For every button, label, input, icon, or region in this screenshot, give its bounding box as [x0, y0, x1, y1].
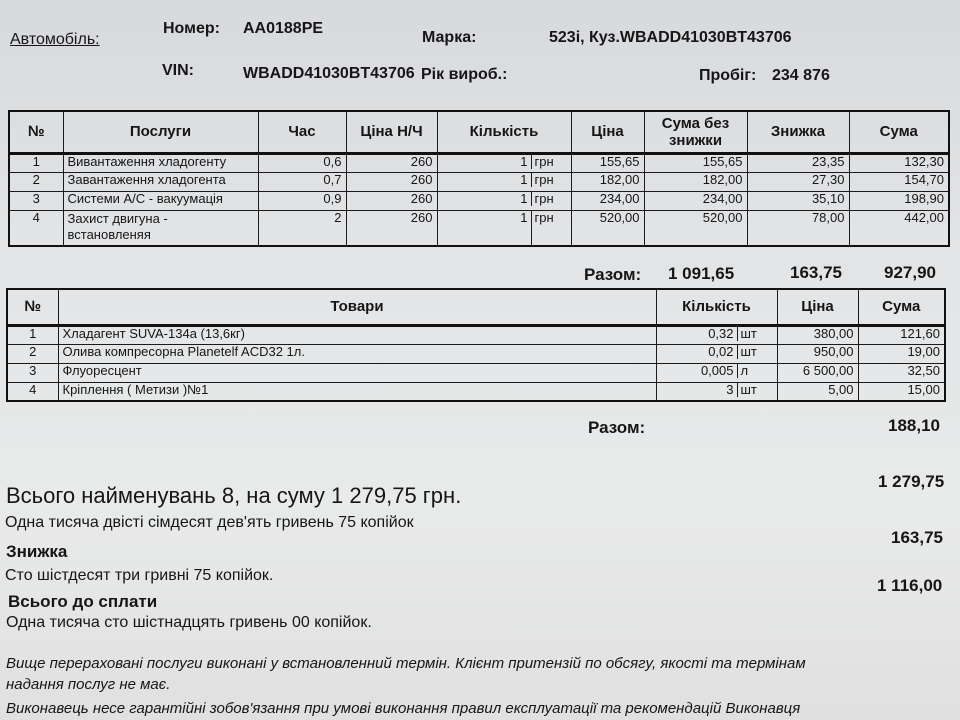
service-sum-no-discount: 234,00	[644, 191, 747, 210]
service-price: 234,00	[571, 191, 644, 210]
summary-discount-words: Сто шістдесят три гривні 75 копійок.	[5, 567, 274, 584]
service-rate: 260	[346, 172, 437, 191]
service-sum-no-discount: 155,65	[644, 153, 747, 172]
goods-col-sum: Сума	[858, 289, 945, 325]
service-unit: грн	[531, 211, 571, 245]
goods-unit: л	[737, 364, 777, 378]
table-row	[9, 191, 949, 210]
services-col-num: №	[9, 111, 63, 153]
services-col-sum: Сума	[849, 111, 949, 153]
goods-qty-cell	[656, 382, 777, 401]
table-row	[7, 382, 945, 401]
service-num: 3	[9, 191, 63, 210]
summary-items-words: Одна тисяча двісті сімдесят дев'ять гривень 75 копійок	[5, 514, 414, 531]
goods-col-qty: Кількість	[656, 289, 777, 325]
year-label: Рік вироб.:	[421, 66, 508, 83]
goods-qty: 3	[726, 382, 734, 397]
summary-items-line: Всього найменувань 8, на суму 1 279,75 грн.	[6, 483, 462, 508]
table-row	[9, 153, 949, 172]
table-row	[9, 210, 949, 246]
goods-qty: 0,005	[700, 363, 734, 378]
goods-qty-cell	[656, 363, 777, 382]
table-row	[7, 363, 945, 382]
service-rate: 260	[346, 191, 437, 210]
services-header-row	[9, 111, 949, 153]
brand-label: Марка:	[422, 29, 477, 46]
table-row	[7, 344, 945, 363]
goods-unit: шт	[737, 383, 777, 397]
service-name: Завантаження хладогента	[63, 172, 258, 191]
service-sum: 198,90	[849, 191, 949, 210]
vin-label: VIN:	[162, 62, 194, 79]
services-col-price: Ціна	[571, 111, 644, 153]
goods-header-row	[7, 289, 945, 325]
summary-discount-label: Знижка	[6, 542, 68, 561]
services-total-discount: 163,75	[790, 263, 842, 282]
services-total-label: Разом:	[584, 265, 642, 284]
goods-sum: 19,00	[858, 344, 945, 363]
service-unit: грн	[531, 173, 571, 187]
goods-num: 1	[7, 325, 58, 344]
goods-total-sum: 188,10	[888, 416, 940, 435]
services-col-name: Послуги	[63, 111, 258, 153]
service-discount: 78,00	[747, 210, 849, 246]
service-time: 0,6	[258, 153, 346, 172]
services-col-sum-no-discount: Сума без знижки	[644, 111, 747, 153]
services-col-time: Час	[258, 111, 346, 153]
table-row	[9, 172, 949, 191]
summary-pay-amount: 1 116,00	[877, 576, 943, 595]
service-qty-cell	[437, 191, 571, 210]
service-qty-cell	[437, 210, 571, 246]
goods-name: Флуоресцент	[58, 363, 656, 382]
service-unit: грн	[531, 192, 571, 206]
goods-qty-cell	[656, 325, 777, 344]
service-qty-cell	[437, 153, 571, 172]
service-unit: грн	[531, 155, 571, 169]
goods-num: 4	[7, 382, 58, 401]
goods-price: 950,00	[777, 344, 858, 363]
service-qty: 1	[520, 172, 528, 187]
service-qty: 1	[520, 191, 528, 206]
services-table	[8, 110, 950, 247]
summary-pay-label: Всього до сплати	[8, 592, 158, 611]
goods-col-name: Товари	[58, 289, 656, 325]
footer-note-1: Вище перераховані послуги виконані у встановленний термін. Клієнт притензій по обсягу, якості та термінам	[6, 655, 806, 672]
service-rate: 260	[346, 210, 437, 246]
goods-price: 5,00	[777, 382, 858, 401]
goods-sum: 15,00	[858, 382, 945, 401]
goods-sum: 32,50	[858, 363, 945, 382]
goods-qty-cell	[656, 344, 777, 363]
footer-note-3: Виконавець несе гарантійні зобов'язання при умові виконання правил експлуатації та рекомендацій Виконавця	[6, 700, 801, 717]
service-name: Вивантаження хладогенту	[63, 153, 258, 172]
table-row	[7, 325, 945, 344]
services-col-qty: Кількість	[437, 111, 571, 153]
services-col-discount: Знижка	[747, 111, 849, 153]
service-time: 0,9	[258, 191, 346, 210]
service-time: 2	[258, 210, 346, 246]
number-label: Номер:	[163, 20, 220, 37]
goods-name: Хладагент SUVA-134a (13,6кг)	[58, 325, 656, 344]
summary-discount-amount: 163,75	[891, 528, 943, 547]
service-sum-no-discount: 520,00	[644, 210, 747, 246]
number-value: AA0188PE	[243, 20, 324, 37]
mileage-label: Пробіг:	[699, 67, 757, 84]
service-discount: 27,30	[747, 172, 849, 191]
vin-value: WBADD41030BT43706	[243, 65, 415, 82]
service-sum-no-discount: 182,00	[644, 172, 747, 191]
service-qty-cell	[437, 172, 571, 191]
service-num: 2	[9, 172, 63, 191]
goods-price: 380,00	[777, 325, 858, 344]
summary-pay-words: Одна тисяча сто шістнадцять гривень 00 копійок.	[6, 614, 372, 631]
service-discount: 23,35	[747, 153, 849, 172]
goods-name: Олива компресорна Planetelf ACD32 1л.	[58, 344, 656, 363]
goods-qty: 0,02	[708, 344, 734, 359]
summary-items-amount: 1 279,75	[878, 472, 945, 491]
goods-total-label: Разом:	[588, 418, 646, 437]
service-num: 1	[9, 153, 63, 172]
goods-name: Кріплення ( Метизи )№1	[58, 382, 656, 401]
service-discount: 35,10	[747, 191, 849, 210]
goods-unit: шт	[737, 327, 777, 341]
goods-num: 3	[7, 363, 58, 382]
goods-unit: шт	[737, 345, 777, 359]
service-sum: 132,30	[849, 153, 949, 172]
mileage-value: 234 876	[772, 67, 830, 84]
service-time: 0,7	[258, 172, 346, 191]
car-label: Автомобіль:	[10, 31, 100, 48]
service-price: 155,65	[571, 153, 644, 172]
goods-table	[6, 288, 946, 402]
services-col-rate: Ціна Н/Ч	[346, 111, 437, 153]
goods-num: 2	[7, 344, 58, 363]
services-total-no-discount: 1 091,65	[668, 264, 735, 283]
footer-note-2: надання послуг не має.	[6, 676, 171, 693]
goods-qty: 0,32	[708, 325, 734, 341]
service-rate: 260	[346, 153, 437, 172]
brand-value: 523i, Куз.WBADD41030BT43706	[549, 29, 792, 46]
service-price: 182,00	[571, 172, 644, 191]
service-price: 520,00	[571, 210, 644, 246]
services-total-sum: 927,90	[884, 263, 936, 282]
goods-price: 6 500,00	[777, 363, 858, 382]
service-sum: 442,00	[849, 210, 949, 246]
service-name: Захист двигуна - встановленяя	[63, 210, 258, 246]
service-qty: 1	[520, 210, 528, 225]
goods-sum: 121,60	[858, 325, 945, 344]
goods-col-price: Ціна	[777, 289, 858, 325]
service-sum: 154,70	[849, 172, 949, 191]
service-name: Системи А/С - вакуумація	[63, 191, 258, 210]
goods-col-num: №	[7, 289, 58, 325]
service-num: 4	[9, 210, 63, 246]
service-qty: 1	[520, 153, 528, 169]
